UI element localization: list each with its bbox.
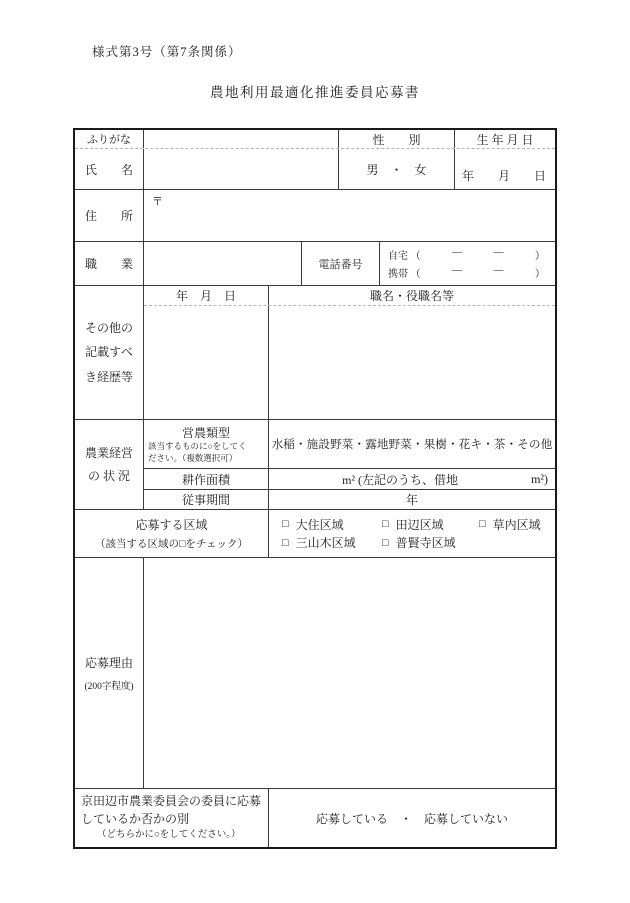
phone-dash: — bbox=[493, 265, 504, 276]
career-label bbox=[75, 286, 144, 419]
phone-mobile-line[interactable] bbox=[380, 265, 555, 280]
region-options-row2 bbox=[269, 534, 555, 551]
form-number: 様式第3号（第7条関係） bbox=[92, 45, 242, 59]
address-input[interactable] bbox=[144, 190, 555, 241]
region-option-label: 田辺区域 bbox=[395, 517, 444, 532]
farming-area-input[interactable] bbox=[269, 469, 555, 489]
birthdate-label: 生 年 月 日 bbox=[476, 132, 534, 147]
gender-options[interactable]: 男 ・ 女 bbox=[339, 149, 455, 189]
application-form-table bbox=[73, 128, 557, 849]
phone-input[interactable] bbox=[380, 242, 555, 285]
farming-type-title: 営農類型 bbox=[181, 426, 230, 441]
occupation-input[interactable] bbox=[144, 242, 302, 285]
farming-period-input[interactable]: 年 bbox=[405, 493, 418, 507]
region-option-kusauchi[interactable] bbox=[479, 516, 555, 533]
checkbox-icon[interactable]: □ bbox=[479, 518, 486, 531]
postal-mark-icon: 〒 bbox=[152, 196, 163, 208]
name-label: 氏 名 bbox=[75, 149, 144, 189]
farming-area-unit: m² (左記のうち、借地 bbox=[342, 472, 458, 487]
region-option-tanabe[interactable] bbox=[382, 516, 479, 533]
farming-type-header bbox=[144, 420, 269, 468]
reason-input[interactable] bbox=[144, 558, 555, 788]
region-label-note: （該当する区域の□をチェック） bbox=[94, 539, 249, 550]
region-option-label: 大住区域 bbox=[295, 517, 344, 532]
phone-dash: — bbox=[452, 247, 462, 258]
phone-paren: ） bbox=[535, 251, 545, 262]
address-row bbox=[75, 189, 555, 241]
farming-label-line: の 状 況 bbox=[87, 468, 130, 483]
furigana-row bbox=[75, 130, 555, 148]
page-title: 農地利用最適化推進委員応募書 bbox=[210, 85, 420, 100]
farming-label-line: 農業経営 bbox=[84, 445, 133, 460]
checkbox-icon[interactable]: □ bbox=[382, 536, 389, 549]
region-option-label: 普賢寺区域 bbox=[395, 536, 456, 551]
phone-dash: — bbox=[452, 265, 462, 276]
career-label-line: 記載すべ bbox=[85, 345, 133, 360]
furigana-input[interactable] bbox=[144, 130, 339, 148]
region-options bbox=[269, 510, 555, 557]
farming-table bbox=[144, 420, 555, 509]
farming-section bbox=[75, 419, 555, 509]
farming-label bbox=[75, 420, 144, 509]
reason-row bbox=[75, 557, 555, 788]
farming-period-label: 従事期間 bbox=[144, 490, 269, 509]
farming-period-row bbox=[144, 489, 555, 509]
name-input[interactable] bbox=[144, 149, 339, 189]
address-label: 住 所 bbox=[75, 190, 144, 241]
committee-label-note: （どちらかに○をしてください。） bbox=[97, 830, 241, 840]
career-position-input[interactable] bbox=[269, 306, 555, 419]
farming-area-row bbox=[144, 468, 555, 489]
career-label-line: き経歴等 bbox=[84, 369, 133, 384]
furigana-label: ふりがな bbox=[75, 130, 144, 148]
region-row bbox=[75, 509, 555, 557]
region-options-row1 bbox=[269, 516, 555, 533]
phone-paren: ） bbox=[535, 269, 545, 280]
phone-home-label: 自宅 （ bbox=[388, 251, 421, 262]
region-option-label: 三山木区域 bbox=[295, 536, 356, 551]
region-option-fugenji[interactable] bbox=[382, 534, 479, 551]
farming-area-rent-unit: m²) bbox=[531, 471, 548, 486]
occupation-row bbox=[75, 241, 555, 285]
occupation-label: 職 業 bbox=[75, 242, 144, 285]
gender-label: 性 別 bbox=[339, 130, 455, 148]
career-body-row bbox=[144, 305, 555, 419]
committee-row bbox=[75, 788, 555, 847]
career-position-header: 職名・役職名等 bbox=[369, 289, 454, 303]
region-label-title: 応募する区域 bbox=[135, 518, 208, 532]
career-label-line: その他の bbox=[84, 320, 133, 335]
reason-label bbox=[75, 558, 144, 788]
phone-home-line[interactable] bbox=[380, 247, 555, 262]
committee-label-line: しているか否かの別 bbox=[81, 811, 190, 826]
name-row bbox=[75, 148, 555, 189]
career-table bbox=[144, 286, 555, 419]
farming-type-note: 該当するものに○をしてく ださい。（複数選択可） bbox=[148, 441, 247, 463]
region-option-osumi[interactable] bbox=[282, 516, 382, 533]
region-label bbox=[75, 510, 269, 557]
farming-area-label: 耕作面積 bbox=[144, 469, 269, 489]
region-option-label: 草内区域 bbox=[492, 517, 541, 532]
phone-dash: — bbox=[493, 247, 504, 258]
checkbox-icon[interactable]: □ bbox=[282, 518, 289, 531]
phone-label: 電話番号 bbox=[302, 242, 380, 285]
checkbox-icon[interactable]: □ bbox=[282, 536, 289, 549]
region-option-miyamaki[interactable] bbox=[282, 534, 382, 551]
committee-label-line: 京田辺市農業委員会の委員に応募 bbox=[81, 794, 262, 809]
career-date-input[interactable] bbox=[144, 306, 269, 419]
career-header-row bbox=[144, 286, 555, 305]
career-date-header: 年 月 日 bbox=[144, 286, 269, 305]
checkbox-icon[interactable]: □ bbox=[382, 518, 389, 531]
reason-label-title: 応募理由 bbox=[84, 656, 133, 670]
phone-mobile-label: 携帯 （ bbox=[388, 269, 421, 280]
birthdate-input[interactable]: 年 月 日 bbox=[461, 169, 546, 183]
farming-type-row bbox=[144, 420, 555, 468]
committee-options[interactable]: 応募している ・ 応募していない bbox=[315, 811, 508, 826]
career-section bbox=[75, 285, 555, 419]
farming-type-options[interactable]: 水稲・施設野菜・露地野菜・果樹・花キ・茶・その他 bbox=[271, 439, 553, 451]
committee-label bbox=[75, 789, 269, 847]
reason-label-note: (200字程度) bbox=[84, 682, 134, 692]
